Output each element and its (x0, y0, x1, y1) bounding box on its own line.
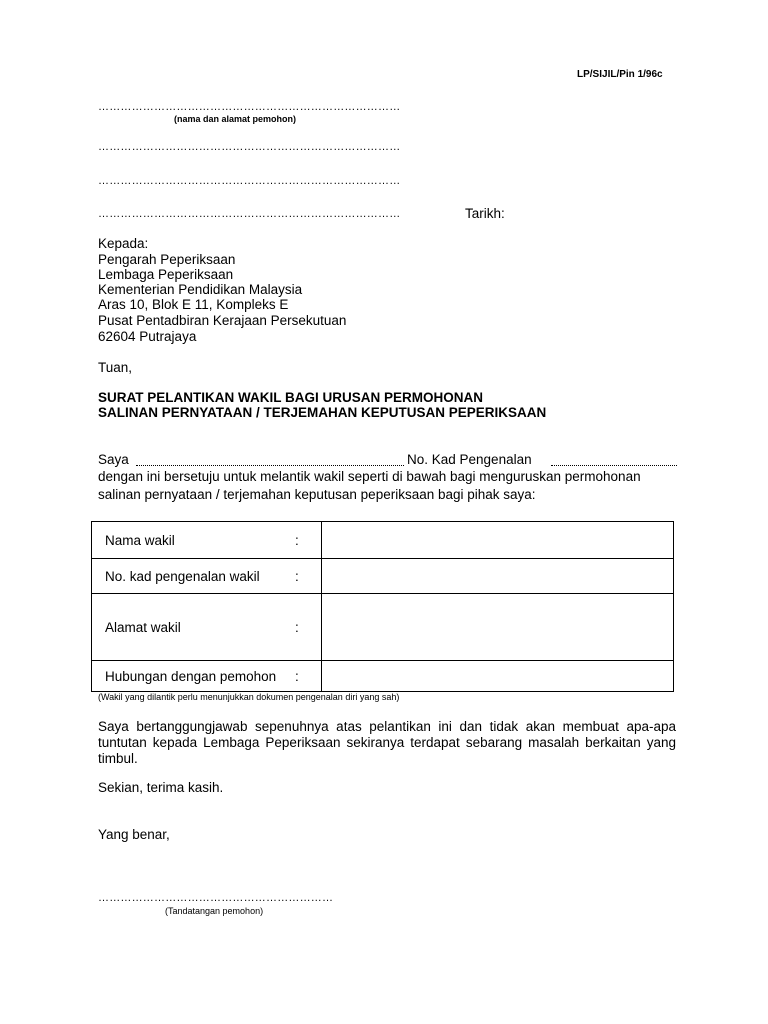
signature-caption: (Tandatangan pemohon) (165, 906, 264, 916)
relationship-field[interactable] (322, 661, 674, 692)
declaration-line-3: salinan pernyataan / terjemahan keputusan peperiksaan bagi pihak saya: (98, 487, 536, 502)
recipient-line: 62604 Putrajaya (98, 329, 197, 344)
applicant-address-line-2[interactable]: ……………………………………………………………………… (98, 141, 401, 153)
colon: : (295, 522, 322, 559)
representative-table (91, 521, 674, 692)
representative-address-label: Alamat wakil (92, 594, 296, 661)
signature-line[interactable]: ……………………………………………………… (98, 892, 334, 904)
applicant-address-line-3[interactable]: ……………………………………………………………………… (98, 175, 401, 187)
responsibility-paragraph: Saya bertanggungjawab sepenuhnya atas pelantikan ini dan tidak akan membuat apa-apa tuntutan kepada Lembaga Peperiksaan sekiranya terdapat sebarang masalah berkaitan yang timbul. (98, 719, 676, 766)
recipient-line: Aras 10, Blok E 11, Kompleks E (98, 297, 289, 312)
name-address-caption: (nama dan alamat pemohon) (174, 114, 297, 124)
relationship-label: Hubungan dengan pemohon (92, 661, 296, 692)
colon: : (295, 661, 322, 692)
subject-line-2: SALINAN PERNYATAAN / TERJEMAHAN KEPUTUSAN PEPERIKSAAN (98, 405, 547, 420)
applicant-address-line-1[interactable]: ……………………………………………………………………… (98, 101, 401, 113)
table-row (92, 661, 674, 692)
applicant-name-field[interactable] (136, 452, 404, 466)
applicant-address-line-4[interactable]: ……………………………………………………………………… (98, 208, 401, 220)
recipient-line: Pengarah Peperiksaan (98, 252, 236, 267)
recipient-line: Kementerian Pendidikan Malaysia (98, 282, 303, 297)
subject-line-1: SURAT PELANTIKAN WAKIL BAGI URUSAN PERMOHONAN (98, 390, 484, 405)
table-row (92, 594, 674, 661)
recipient-to-label: Kepada: (98, 236, 149, 251)
closing-thanks: Sekian, terima kasih. (98, 780, 224, 795)
table-row (92, 522, 674, 559)
representative-address-field[interactable] (322, 594, 674, 661)
representative-ic-field[interactable] (322, 559, 674, 594)
saya-label: Saya (98, 452, 129, 467)
ic-number-label: No. Kad Pengenalan (407, 452, 532, 467)
representative-name-label: Nama wakil (92, 522, 296, 559)
representative-name-field[interactable] (322, 522, 674, 559)
colon: : (295, 594, 322, 661)
table-row (92, 559, 674, 594)
representative-ic-label: No. kad pengenalan wakil (92, 559, 296, 594)
recipient-line: Lembaga Peperiksaan (98, 267, 234, 282)
colon: : (295, 559, 322, 594)
declaration-line-2: dengan ini bersetuju untuk melantik wakil seperti di bawah bagi menguruskan permohonan (98, 469, 641, 484)
table-note: (Wakil yang dilantik perlu menunjukkan dokumen pengenalan diri yang sah) (98, 692, 400, 702)
reference-code: LP/SIJIL/Pin 1/96c (577, 69, 663, 80)
sign-off: Yang benar, (98, 827, 170, 842)
date-label: Tarikh: (465, 206, 505, 221)
applicant-ic-field[interactable] (551, 452, 677, 466)
recipient-line: Pusat Pentadbiran Kerajaan Persekutuan (98, 313, 347, 328)
greeting: Tuan, (98, 360, 133, 375)
